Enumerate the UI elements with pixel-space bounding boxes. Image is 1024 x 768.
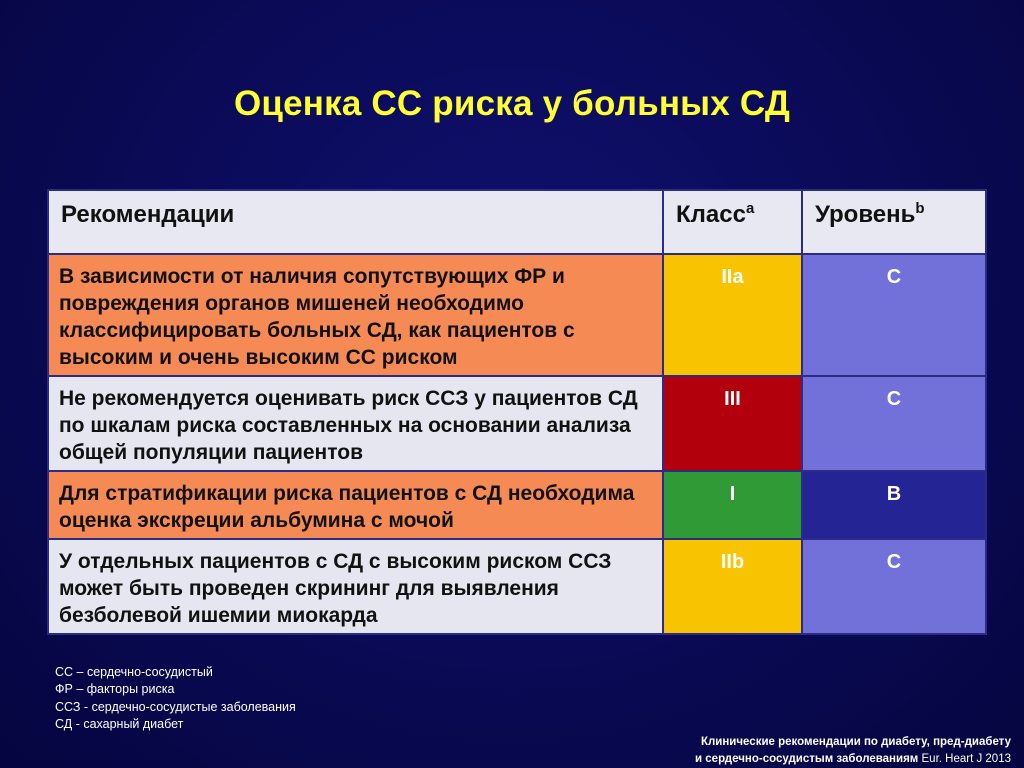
class-badge: I (663, 471, 802, 539)
table-header-row (48, 190, 986, 254)
level-badge: C (802, 254, 986, 376)
source-citation (695, 734, 1011, 768)
source-journal: Eur. Heart J 2013 (921, 753, 1011, 765)
level-badge: C (802, 539, 986, 634)
legend-item: СД - сахарный диабет (55, 716, 184, 731)
level-badge: C (802, 376, 986, 471)
header-level-superscript: b (915, 200, 925, 217)
source-line-2: и сердечно-сосудистым заболеваниям Eur. Heart J 2013 (695, 753, 1011, 765)
header-class-superscript: a (745, 200, 755, 217)
recommendation-text: Для стратификации риска пациентов с СД необходима оценка экскреции альбумина с мочой (48, 471, 663, 539)
recommendation-text: У отдельных пациентов с СД с высоким риском ССЗ может быть проведен скрининг для выявления безболевой ишемии миокарда (48, 539, 663, 634)
header-recommendations: Рекомендации (48, 190, 663, 254)
header-level: Уровень$^b$ (802, 190, 986, 254)
recommendation-text: Не рекомендуется оценивать риск ССЗ у пациентов СД по шкалам риска составленных на основании анализа общей популяции пациентов (48, 376, 663, 471)
legend-item: СС – сердечно-сосудистый (55, 665, 213, 679)
legend-item: ФР – факторы риска (55, 682, 175, 697)
table-row (48, 539, 986, 634)
recommendation-text: В зависимости от наличия сопутствующих ФР и повреждения органов мишеней необходимо классифицировать больных СД, как пациентов с высоким и очень высоким СС риском (48, 254, 663, 376)
class-badge: IIa (663, 254, 802, 376)
table-row (48, 254, 986, 376)
abbreviations-legend (55, 664, 296, 733)
class-badge: IIb (663, 539, 802, 634)
level-badge: B (802, 471, 986, 539)
table-row (48, 376, 986, 471)
source-line-1: Клинические рекомендации по диабету, пред-диабету (700, 736, 1011, 748)
legend-item: ССЗ - сердечно-сосудистые заболевания (55, 699, 296, 714)
class-badge: III (663, 376, 802, 471)
slide-title: Оценка СС риска у больных СД (233, 84, 791, 123)
header-class: Класс$^a$ (663, 190, 802, 254)
recommendations-table (47, 189, 987, 635)
table-row (48, 471, 986, 539)
